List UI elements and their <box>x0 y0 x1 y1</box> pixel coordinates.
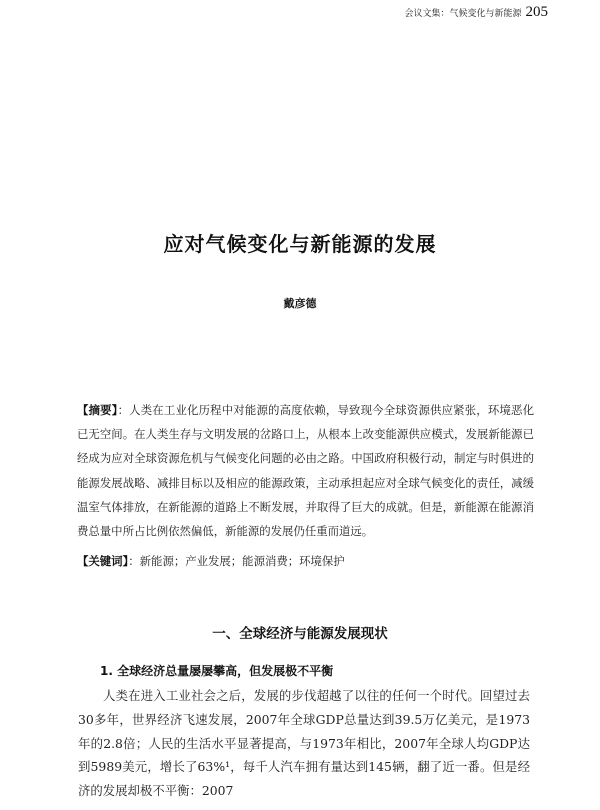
keywords-block <box>77 551 534 571</box>
keywords-text: ：新能源；产业发展；能源消费；环境保护 <box>128 554 345 568</box>
article-author: 戴彦德 <box>283 297 317 310</box>
running-header-series: 会议文集：气候变化与新能源 <box>404 9 522 19</box>
article-title: 应对气候变化与新能源的发展 <box>163 232 437 256</box>
abstract-block <box>77 398 534 543</box>
subsection-heading: 1. 全球经济总量屡屡攀高，但发展极不平衡 <box>100 664 334 678</box>
abstract-label: 【摘要】 <box>77 403 118 417</box>
abstract-text: ：人类在工业化历程中对能源的高度依赖，导致现今全球资源供应紧张，环境恶化已无空间。在人类生存与文明发展的岔路口上，从根本上改变能源供应模式，发展新能源已经成为应对全球资源危机与气候变化问题的必由之路。中国政府积极行动，制定与时俱进的能源发展战略、减排目标以及相应的能源政策，主动承担起应对全球气候变化的责任，减缓温室气体排放，在新能源的道路上不断发展，并取得了巨大的成就。但是，新能源在能源消费总量中所占比例依然偏低，新能源的发展仍任重而道远。 <box>77 403 534 539</box>
page-number: 205 <box>525 4 548 20</box>
body-paragraph: 人类在进入工业社会之后，发展的步伐超越了以往的任何一个时代。回望过去30多年，世界经济飞速发展，2007年全球GDP总量达到39.5万亿美元，是1973年的2.8倍；人民的生活水平显著提高，与1973年相比，2007年全球人均GDP达到5989美元，增长了63%¹，每千人汽车拥有量达到145辆，翻了近一番。但是经济的发展却极不平衡：2007 <box>78 688 530 799</box>
keywords-label: 【关键词】 <box>77 554 129 568</box>
section-heading: 一、全球经济与能源发展现状 <box>212 626 388 642</box>
running-header <box>404 4 548 21</box>
